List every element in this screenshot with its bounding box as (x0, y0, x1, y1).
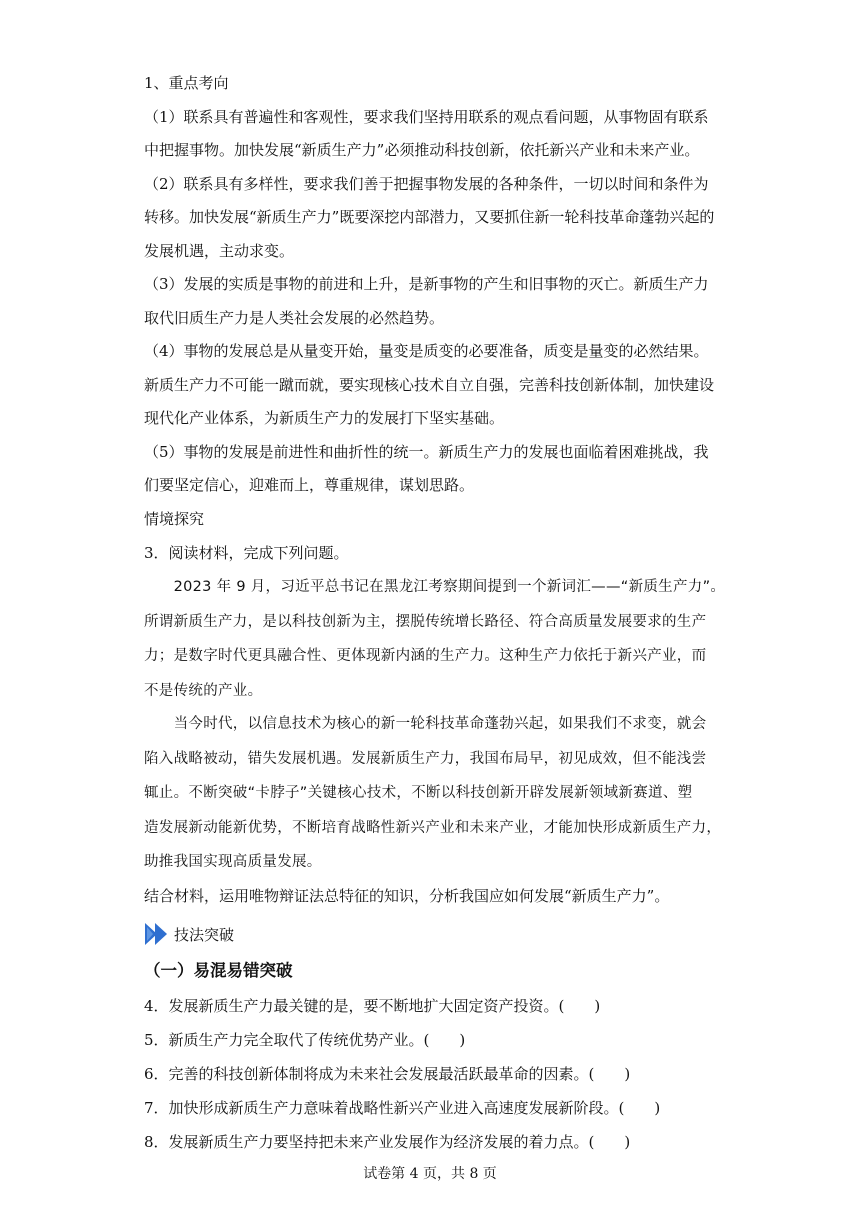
technique-heading (144, 921, 234, 947)
point-line: （5）事物的发展是前进性和曲折性的统一。新质生产力的发展也面临着困难挑战，我 (144, 443, 709, 461)
page-footer: 试卷第 4 页，共 8 页 (363, 1166, 497, 1182)
material-line: 所谓新质生产力，是以科技创新为主，摆脱传统增长路径、符合高质量发展要求的生产 (144, 614, 707, 630)
material-line: 2023 年 9 月，习近平总书记在黑龙江考察期间提到一个新词汇——“新质生产力”。 (144, 579, 726, 595)
point-line: （3）发展的实质是事物的前进和上升，是新事物的产生和旧事物的灭亡。新质生产力 (144, 275, 709, 293)
point-line: 发展机遇，主动求变。 (144, 242, 295, 260)
point-line: 现代化产业体系，为新质生产力的发展打下坚实基础。 (144, 409, 505, 427)
point-line: 新质生产力不可能一蹴而就，要实现核心技术自立自强，完善科技创新体制，加快建设 (144, 376, 715, 394)
point-line: （2）联系具有多样性，要求我们善于把握事物发展的各种条件，一切以时间和条件为 (144, 175, 709, 193)
point-line: 转移。加快发展“新质生产力”既要深挖内部潜力，又要抓住新一轮科技革命蓬勃兴起的 (144, 208, 715, 226)
point-line: 中把握事物。加快发展“新质生产力”必须推动科技创新，依托新兴产业和未来产业。 (144, 141, 700, 159)
judgement-item: 7．加快形成新质生产力意味着战略性新兴产业进入高速度发展新阶段。( ) (144, 1099, 661, 1117)
material-line: 当今时代，以信息技术为核心的新一轮科技革命蓬勃兴起，如果我们不求变，就会 (144, 716, 707, 732)
point-line: （4）事物的发展总是从量变开始，量变是质变的必要准备，质变是量变的必然结果。 (144, 342, 709, 360)
section-heading: 1、重点考向 (144, 74, 229, 92)
judgement-item: 5．新质生产力完全取代了传统优势产业。( ) (144, 1031, 466, 1049)
material-line: 力；是数字时代更具融合性、更体现新内涵的生产力。这种生产力依托于新兴产业，而 (144, 648, 707, 664)
situation-heading: 情境探究 (144, 510, 205, 528)
point-line: （1）联系具有普遍性和客观性，要求我们坚持用联系的观点看问题，从事物固有联系 (144, 108, 709, 126)
question-task: 结合材料，运用唯物辩证法总特征的知识，分析我国应如何发展“新质生产力”。 (144, 887, 670, 905)
question-3: 3．阅读材料，完成下列问题。 (144, 544, 349, 562)
judgement-item: 8．发展新质生产力要坚持把未来产业发展作为经济发展的着力点。( ) (144, 1133, 631, 1151)
material-line: 助推我国实现高质量发展。 (144, 854, 322, 870)
material-line: 造发展新动能新优势，不断培育战略性新兴产业和未来产业，才能加快形成新质生产力， (144, 820, 722, 836)
material-line: 辄止。不断突破“卡脖子”关键核心技术，不断以科技创新开辟发展新领域新赛道、塑 (144, 785, 693, 801)
technique-label: 技法突破 (174, 925, 235, 944)
material-line: 陷入战略被动，错失发展机遇。发展新质生产力，我国布局早，初见成效，但不能浅尝 (144, 751, 707, 767)
material-line: 不是传统的产业。 (144, 683, 263, 699)
point-line: 们要坚定信心，迎难而上，尊重规律，谋划思路。 (144, 476, 475, 494)
point-line: 取代旧质生产力是人类社会发展的必然趋势。 (144, 309, 445, 327)
double-chevron-icon (144, 922, 172, 946)
judgement-item: 4．发展新质生产力最关键的是，要不断地扩大固定资产投资。( ) (144, 997, 601, 1015)
judgement-item: 6．完善的科技创新体制将成为未来社会发展最活跃最革命的因素。( ) (144, 1065, 631, 1083)
part-heading: （一）易混易错突破 (144, 961, 293, 980)
